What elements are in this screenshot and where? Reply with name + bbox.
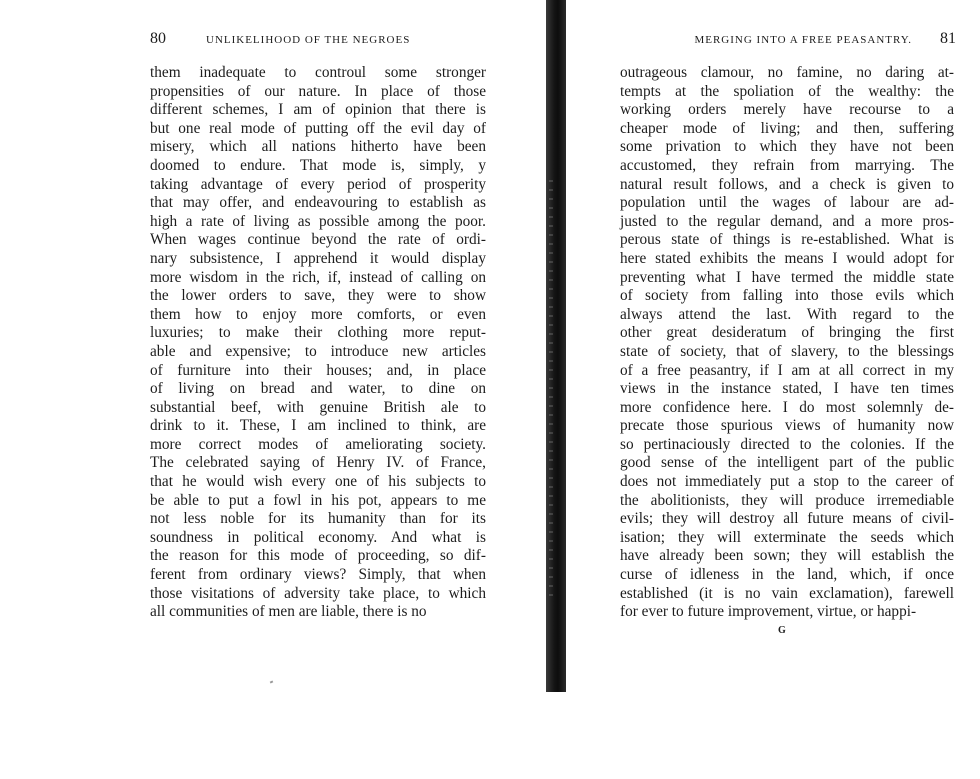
text-line: cheaper mode of living; and then, suffering [620, 119, 954, 137]
text-line: ferent from ordinary views? Simply, that when [150, 566, 486, 584]
text-line: population until the wages of labour are ad- [620, 194, 954, 212]
text-line: drink to it. These, I am inclined to think, are [150, 417, 486, 435]
text-line: other great desideratum of bringing the first [620, 324, 954, 342]
text-line: able and expensive; to introduce new articles [150, 342, 486, 360]
text-line: of a free peasantry, if I am at all correct in my [620, 361, 954, 379]
text-line: not less noble for its humanity than for its [150, 510, 486, 528]
right-running-title: MERGING INTO A FREE PEASANTRY. [694, 34, 912, 46]
text-line: state of society, that of slavery, to the blessings [620, 342, 954, 360]
text-line: more wisdom in the rich, if, instead of calling on [150, 268, 486, 286]
right-running-head [620, 30, 956, 52]
right-page-number: 81 [940, 30, 956, 47]
text-line: have already been sown; they will establish the [620, 547, 954, 565]
text-line: preventing what I have termed the middle state [620, 268, 954, 286]
left-running-title: UNLIKELIHOOD OF THE NEGROES [206, 34, 411, 46]
book-gutter [546, 0, 566, 692]
text-line: them how to enjoy more comforts, or even [150, 305, 486, 323]
text-line: justed to the regular demand, and a more pros- [620, 212, 954, 230]
text-line: of living on bread and water, to dine on [150, 380, 486, 398]
text-line: curse of idleness in the land, which, if once [620, 566, 954, 584]
text-line: good sense of the intelligent part of the public [620, 454, 954, 472]
text-line: working orders merely have recourse to a [620, 101, 954, 119]
signature-mark: G [778, 625, 786, 636]
left-running-head [150, 30, 486, 52]
text-line: of furniture into their houses; and, in place [150, 361, 486, 379]
text-line: propensities of our nature. In place of those [150, 82, 486, 100]
text-line: but one real mode of putting off the evil day of [150, 119, 486, 137]
text-line: misery, which all nations hitherto have been [150, 138, 486, 156]
text-line: When wages continue beyond the rate of ordi- [150, 231, 486, 249]
text-line: evils; they will destroy all future means of civil- [620, 510, 954, 528]
text-line: views in the instance stated, I have ten times [620, 380, 954, 398]
text-line: the abolitionists, they will produce irremediable [620, 491, 954, 509]
text-line: taking advantage of every period of prosperity [150, 175, 486, 193]
text-line: so pertinaciously directed to the colonies. If the [620, 435, 954, 453]
text-line: tempts at the spoliation of the wealthy: the [620, 82, 954, 100]
left-body-text [150, 64, 486, 622]
text-line: luxuries; to make their clothing more reput- [150, 324, 486, 342]
text-line: that he would wish every one of his subjects to [150, 473, 486, 491]
text-line: perous state of things is re-established. What is [620, 231, 954, 249]
text-line: natural result follows, and a check is given to [620, 175, 954, 193]
right-page [566, 0, 980, 779]
text-line: for ever to future improvement, virtue, or happi- [620, 603, 917, 621]
text-line: isation; they will exterminate the seeds which [620, 528, 954, 546]
text-line: established (it is no vain exclamation), farewell [620, 584, 954, 602]
text-line: the reason for this mode of proceeding, so dif- [150, 547, 486, 565]
text-line: high a rate of living as possible among the poor. [150, 212, 486, 230]
text-line: be able to put a fowl in his pot, appears to me [150, 491, 486, 509]
text-line: of society from falling into those evils which [620, 287, 954, 305]
text-line: outrageous clamour, no famine, no daring at- [620, 64, 954, 81]
text-line: substantial beef, with genuine British ale to [150, 398, 486, 416]
text-line: always attend the last. With regard to the [620, 305, 954, 323]
right-body-text [620, 64, 954, 622]
text-line: does not immediately put a stop to the career of [620, 473, 954, 491]
text-line: here stated exhibits the means I would adopt for [620, 249, 954, 267]
text-line: The celebrated saying of Henry IV. of France, [150, 454, 486, 472]
text-line: all communities of men are liable, there is no [150, 603, 427, 621]
text-line: different schemes, I am of opinion that there is [150, 101, 486, 119]
text-line: soundness in political economy. And what is [150, 528, 486, 546]
text-line: those visitations of adversity take place, to which [150, 584, 486, 602]
text-line: doomed to endure. That mode is, simply, y [150, 156, 486, 174]
left-page-number: 80 [150, 30, 166, 47]
ink-speck [270, 680, 274, 683]
text-line: nary subsistence, I apprehend it would display [150, 249, 486, 267]
text-line: some privation to which they have not been [620, 138, 954, 156]
text-line: more correct modes of ameliorating society. [150, 435, 486, 453]
text-line: accustomed, they refrain from marrying. The [620, 156, 954, 174]
text-line: that may offer, and endeavouring to establish as [150, 194, 486, 212]
text-line: them inadequate to controul some stronger [150, 64, 486, 81]
text-line: precate those spurious views of humanity now [620, 417, 954, 435]
text-line: the lower orders to save, they were to show [150, 287, 486, 305]
text-line: more confidence here. I do most solemnly de- [620, 398, 954, 416]
